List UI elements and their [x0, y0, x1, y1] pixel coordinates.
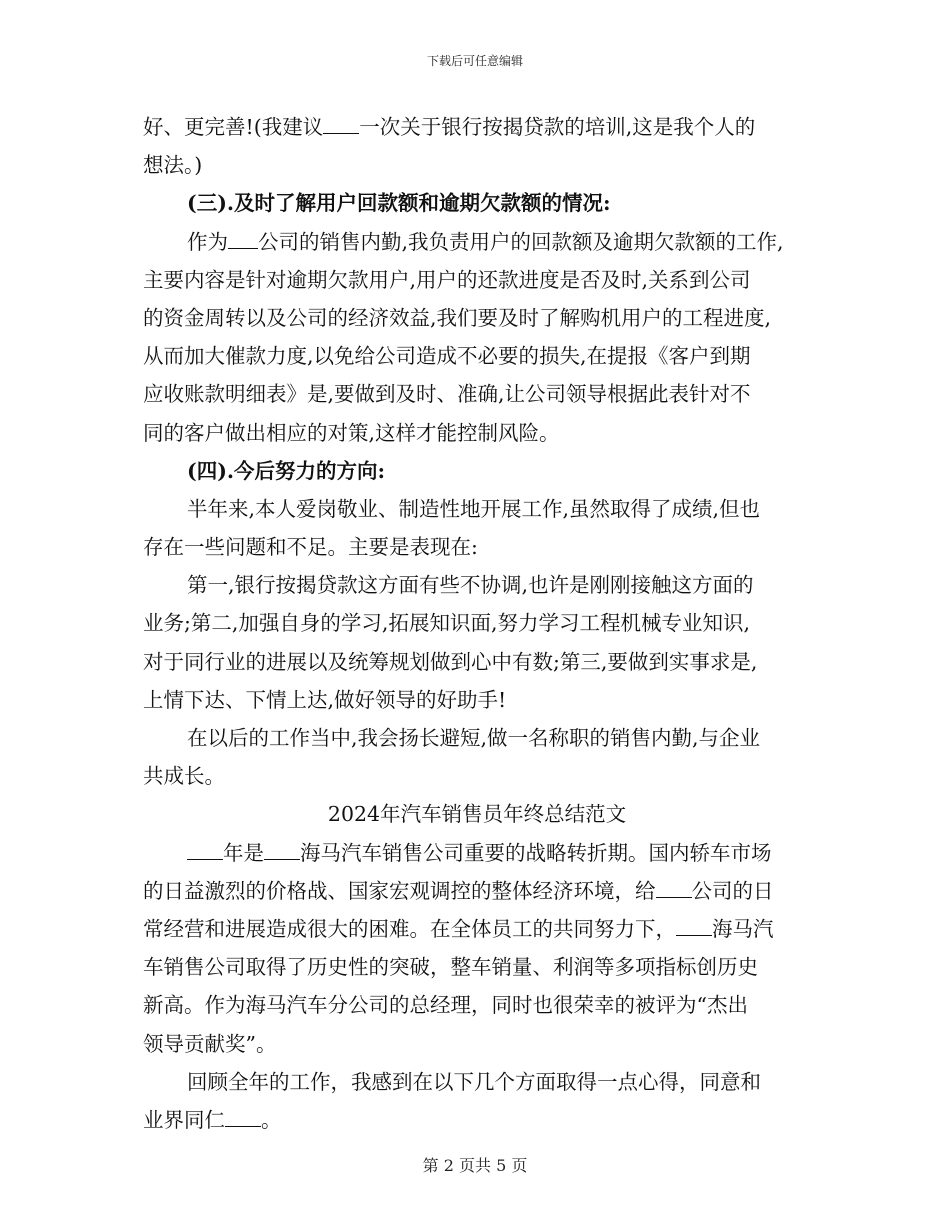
document-title: 2024年汽车销售员年终总结范文 [327, 802, 627, 827]
blank-underline [187, 841, 223, 860]
paragraph-line: 领导贡献奖”。 [143, 1031, 277, 1056]
blank-underline [225, 1108, 261, 1127]
paragraph-line: 同的客户做出相应的对策,这样才能控制风险。 [143, 420, 560, 445]
section-heading: (四).今后努力的方向: [187, 458, 386, 483]
page-header: 下载后可任意编辑 [426, 54, 523, 68]
paragraph-line: 常经营和进展造成很大的困难。在全体员工的共同努力下， 海马汽 [143, 916, 774, 941]
paragraph-line: 业界同仁 。 [143, 1107, 282, 1132]
paragraph-line: 第一,银行按揭贷款这方面有些不协调,也许是刚刚接触这方面的 [187, 573, 754, 598]
paragraph-line: 对于同行业的进展以及统筹规划做到心中有数;第三,要做到实事求是, [143, 649, 758, 674]
paragraph-line: 上情下达、下情上达,做好领导的好助手! [143, 687, 507, 712]
blank-underline [264, 841, 300, 860]
paragraph-line: 在以后的工作当中,我会扬长避短,做一名称职的销售内勤,与企业 [187, 726, 761, 750]
document-body [143, 108, 811, 1139]
paragraph-line: 的资金周转以及公司的经济效益,我们要及时了解购机用户的工程进度, [143, 305, 772, 330]
paragraph-line: 好、更完善!(我建议 一次关于银行按揭贷款的培训,这是我个人的 [143, 115, 756, 139]
paragraph-line: 新高。作为海马汽车分公司的总经理，同时也很荣幸的被评为“杰出 [143, 993, 748, 1018]
paragraph-line: 车销售公司取得了历史性的突破，整车销量、利润等多项指标创历史 [143, 955, 758, 980]
paragraph-line: 共成长。 [143, 764, 225, 789]
blank-underline [323, 115, 359, 134]
section-heading: (三).及时了解用户回款额和逾期欠款额的情况: [187, 191, 611, 216]
blank-underline [228, 230, 258, 249]
paragraph-line: 半年来,本人爱岗敬业、制造性地开展工作,虽然取得了成绩,但也 [187, 496, 761, 521]
paragraph-line: 应收账款明细表》是,要做到及时、准确,让公司领导根据此表针对不 [143, 382, 751, 407]
paragraph-line: 作为 公司的销售内勤,我负责用户的回款额及逾期欠款额的工作, [187, 229, 784, 254]
paragraph-line: 年是 海马汽车销售公司重要的战略转折期。国内轿车市场 [143, 834, 811, 872]
paragraph-line: 从而加大催款力度,以免给公司造成不必要的损失,在提报《客户到期 [143, 344, 751, 369]
page-number: 第 2 页共 5 页 [422, 1156, 528, 1175]
paragraph-line: 的日益激烈的价格战、国家宏观调控的整体经济环境，给 公司的日 [143, 878, 774, 903]
paragraph-line: 存在一些问题和不足。主要是表现在: [143, 535, 478, 560]
paragraph-line: 回顾全年的工作，我感到在以下几个方面取得一点心得，同意和 [187, 1069, 761, 1094]
paragraph-line: 主要内容是针对逾期欠款用户,用户的还款进度是否及时,关系到公司 [143, 267, 751, 292]
paragraph-line: 想法。) [143, 153, 203, 178]
blank-underline [656, 879, 692, 898]
paragraph-line: 业务;第二,加强自身的学习,拓展知识面,努力学习工程机械专业知识, [143, 611, 750, 636]
blank-underline [676, 917, 712, 936]
